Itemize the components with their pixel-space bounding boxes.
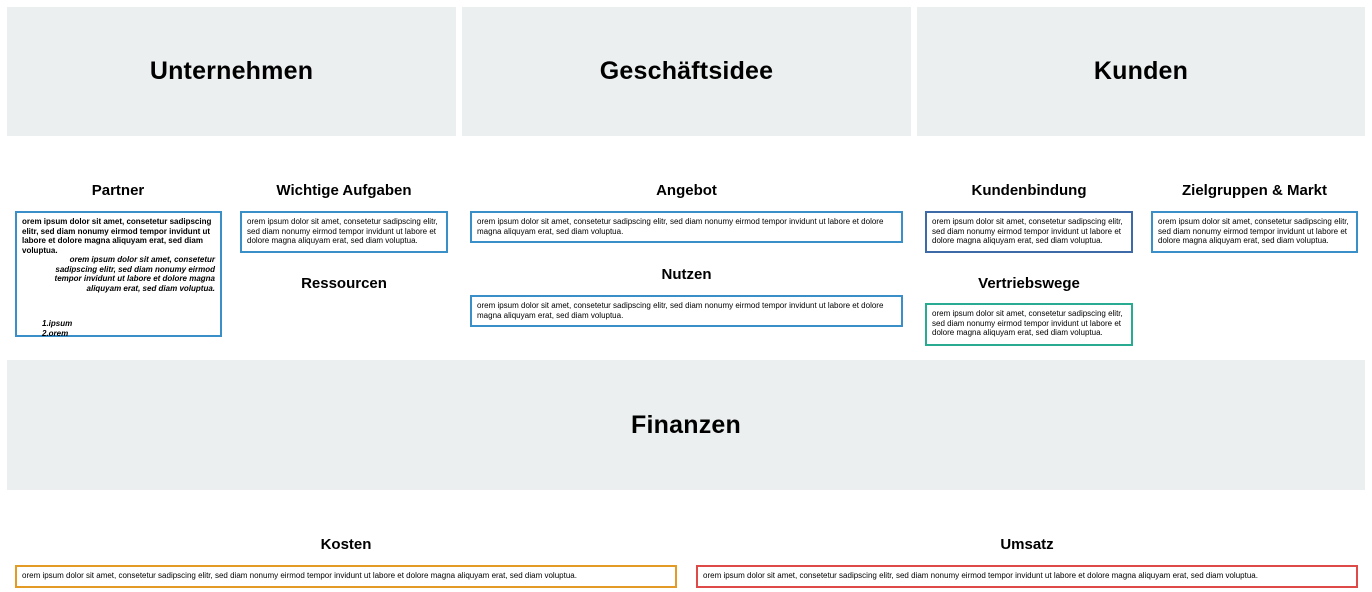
kundenbindung-text: orem ipsum dolor sit amet, consetetur sadipscing elitr, sed diam nonumy eirmod tempor invidunt ut labore et dolore magna aliquyam erat, sed diam voluptua. [932, 217, 1123, 245]
kosten-text: orem ipsum dolor sit amet, consetetur sadipscing elitr, sed diam nonumy eirmod tempor invidunt ut labore et dolore magna aliquyam erat, sed diam voluptua. [22, 571, 577, 580]
umsatz-card[interactable] [696, 565, 1358, 588]
umsatz-title: Umsatz [1000, 536, 1054, 553]
kundenbindung-card[interactable] [925, 211, 1133, 253]
wichtige-aufgaben-title: Wichtige Aufgaben [276, 182, 412, 199]
band-kunden [917, 7, 1365, 136]
band-title-unternehmen: Unternehmen [149, 57, 314, 85]
partner-card[interactable] [15, 211, 222, 337]
vertriebswege-text: orem ipsum dolor sit amet, consetetur sadipscing elitr, sed diam nonumy eirmod tempor invidunt ut labore et dolore magna aliquyam erat, sed diam voluptua. [932, 309, 1123, 337]
nutzen-title: Nutzen [661, 266, 712, 283]
partner-paragraph-2: orem ipsum dolor sit amet, consetetur sadipscing elitr, sed diam nonumy eirmod tempor invidunt ut labore et dolore magna aliquyam erat, sed diam voluptua. [54, 255, 215, 293]
wichtige-aufgaben-text: orem ipsum dolor sit amet, consetetur sadipscing elitr, sed diam nonumy eirmod tempor invidunt ut labore et dolore magna aliquyam erat, sed diam voluptua. [247, 217, 438, 245]
band-unternehmen [7, 7, 456, 136]
zielgruppen-title: Zielgruppen & Markt [1181, 182, 1327, 199]
wichtige-aufgaben-card[interactable] [240, 211, 448, 253]
nutzen-card[interactable] [470, 295, 903, 327]
partner-title: Partner [91, 182, 145, 199]
umsatz-text: orem ipsum dolor sit amet, consetetur sadipscing elitr, sed diam nonumy eirmod tempor invidunt ut labore et dolore magna aliquyam erat, sed diam voluptua. [703, 571, 1258, 580]
angebot-card[interactable] [470, 211, 903, 243]
nutzen-text: orem ipsum dolor sit amet, consetetur sadipscing elitr, sed diam nonumy eirmod tempor invidunt ut labore et dolore magna aliquyam erat, sed diam voluptua. [477, 301, 884, 320]
band-title-finanzen: Finanzen [631, 410, 741, 439]
band-finanzen [7, 360, 1365, 490]
zielgruppen-card[interactable] [1151, 211, 1358, 253]
kundenbindung-title: Kundenbindung [971, 182, 1087, 199]
angebot-title: Angebot [656, 182, 717, 199]
partner-list [42, 319, 215, 338]
ressourcen-title: Ressourcen [301, 275, 387, 292]
vertriebswege-title: Vertriebswege [978, 275, 1080, 292]
band-title-kunden: Kunden [1093, 57, 1189, 85]
vertriebswege-card[interactable] [925, 303, 1133, 346]
partner-list-item: 2.orem [42, 328, 69, 338]
partner-paragraph-1: orem ipsum dolor sit amet, consetetur sadipscing elitr, sed diam nonumy eirmod tempor invidunt ut labore et dolore magna aliquyam erat, sed diam voluptua. [22, 217, 212, 255]
kosten-card[interactable] [15, 565, 677, 588]
partner-list-item: 1.ipsum [42, 319, 73, 328]
band-title-geschaeftsidee: Geschäftsidee [599, 57, 774, 85]
angebot-text: orem ipsum dolor sit amet, consetetur sadipscing elitr, sed diam nonumy eirmod tempor invidunt ut labore et dolore magna aliquyam erat, sed diam voluptua. [477, 217, 884, 236]
kosten-title: Kosten [320, 536, 372, 553]
zielgruppen-text: orem ipsum dolor sit amet, consetetur sadipscing elitr, sed diam nonumy eirmod tempor invidunt ut labore et dolore magna aliquyam erat, sed diam voluptua. [1158, 217, 1349, 245]
band-geschaeftsidee [462, 7, 911, 136]
